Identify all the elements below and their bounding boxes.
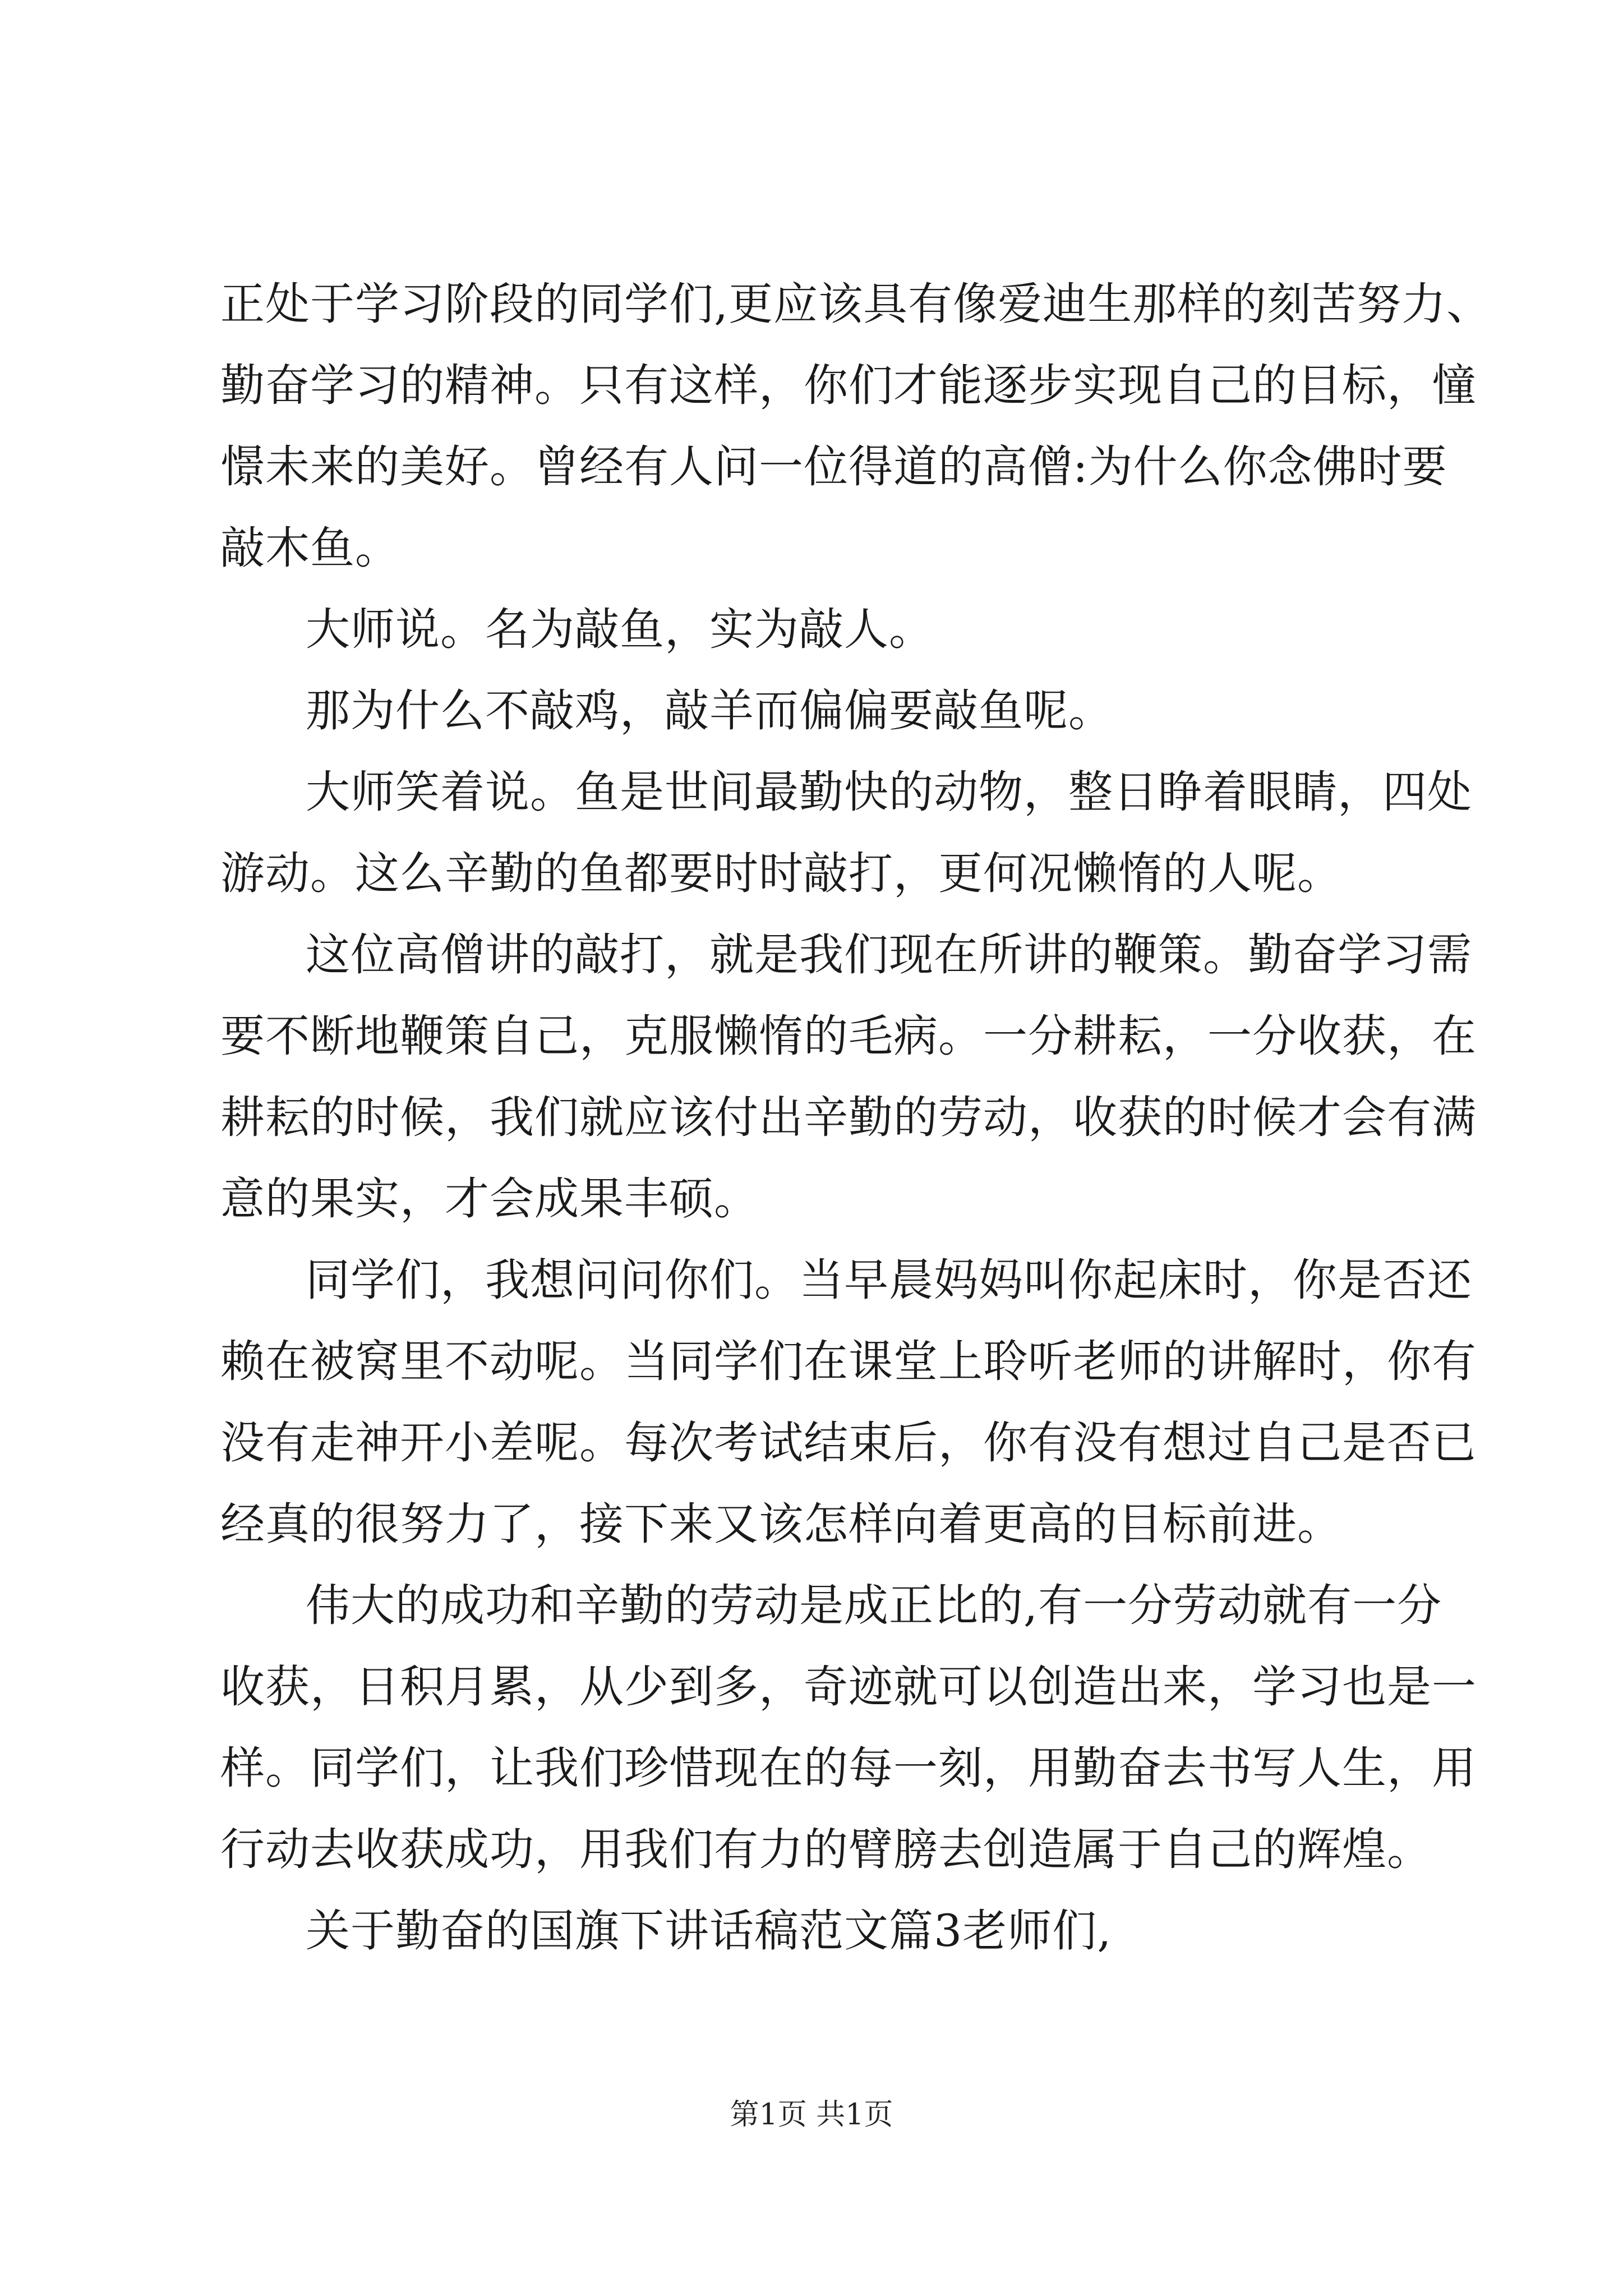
document-body <box>220 264 1492 1972</box>
paragraph-start-line: 伟大的成功和辛勤的劳动是成正比的,有一分劳动就有一分 <box>306 1580 1442 1631</box>
text-line: 要不断地鞭策自己，克服懒惰的毛病。一分耕耘，一分收获，在 <box>220 1010 1477 1062</box>
text-line: 憬未来的美好。曾经有人问一位得道的高僧:为什么你念佛时要 <box>220 441 1447 493</box>
text-line: 收获，日积月累，从少到多，奇迹就可以创造出来，学习也是一 <box>220 1661 1477 1713</box>
paragraph-start-line: 同学们，我想问问你们。当早晨妈妈叫你起床时，你是否还 <box>306 1254 1472 1306</box>
page-footer <box>0 2095 1623 2134</box>
paragraph-start-line: 大师说。名为敲鱼，实为敲人。 <box>306 604 934 655</box>
text-line: 勤奋学习的精神。只有这样，你们才能逐步实现自己的目标，憧 <box>220 360 1477 411</box>
page-number-label: 第1页 共1页 <box>730 2098 893 2132</box>
paragraph-start-line: 大师笑着说。鱼是世间最勤快的动物，整日睁着眼睛，四处 <box>306 766 1472 818</box>
paragraph-start-line: 这位高僧讲的敲打，就是我们现在所讲的鞭策。勤奋学习需 <box>306 929 1472 981</box>
text-line: 样。同学们，让我们珍惜现在的每一刻，用勤奋去书写人生，用 <box>220 1742 1477 1794</box>
text-line: 没有走神开小差呢。每次考试结束后，你有没有想过自己是否已 <box>220 1417 1477 1469</box>
text-line: 赖在被窝里不动呢。当同学们在课堂上聆听老师的讲解时，你有 <box>220 1336 1477 1387</box>
text-line: 行动去收获成功，用我们有力的臂膀去创造属于自己的辉煌。 <box>220 1824 1432 1875</box>
text-line: 经真的很努力了，接下来又该怎样向着更高的目标前进。 <box>220 1498 1342 1550</box>
text-line: 游动。这么辛勤的鱼都要时时敲打，更何况懒惰的人呢。 <box>220 848 1342 899</box>
paragraph-start-line: 那为什么不敲鸡，敲羊而偏偏要敲鱼呢。 <box>306 685 1113 737</box>
text-line: 意的果实，才会成果丰硕。 <box>220 1173 759 1225</box>
paragraph-start-line: 关于勤奋的国旗下讲话稿范文篇3老师们, <box>306 1905 1112 1957</box>
text-line: 耕耘的时候，我们就应该付出辛勤的劳动，收获的时候才会有满 <box>220 1092 1477 1143</box>
text-line: 敲木鱼。 <box>220 522 400 574</box>
text-line: 正处于学习阶段的同学们,更应该具有像爱迪生那样的刻苦努力、 <box>220 278 1492 330</box>
